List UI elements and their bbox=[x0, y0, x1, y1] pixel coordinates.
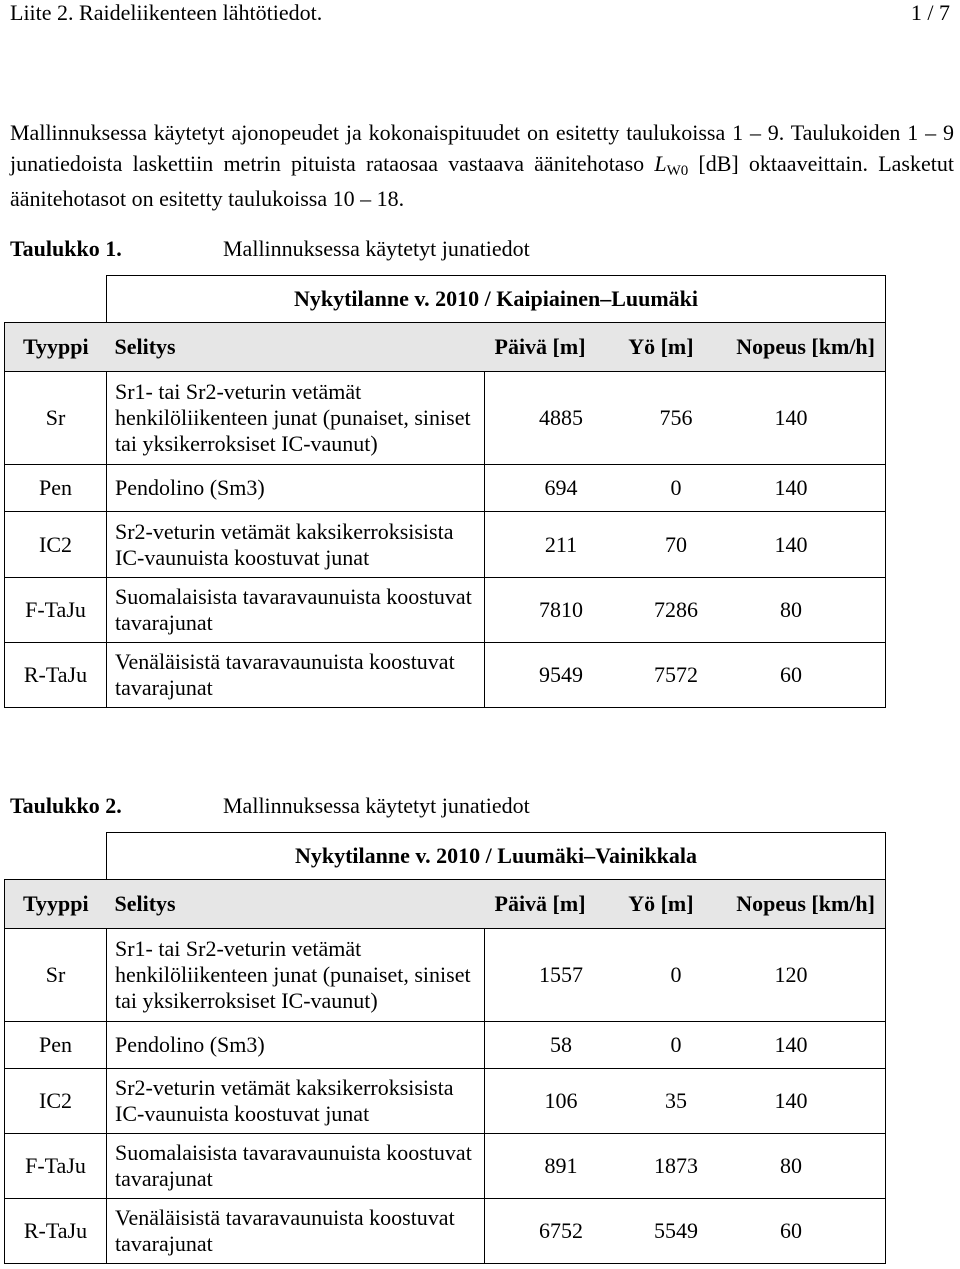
row-speed: 140 bbox=[774, 475, 808, 500]
intro-text-before: Mallinnuksessa käytetyt ajonopeudet ja kokonaispituudet on esitetty taulukoissa 1 – 9. Taulukoiden 1 – 9 junatiedoista laskettiin metrin pituista rataosaa vastaava äänitehotaso bbox=[10, 120, 954, 176]
column-header-speed: Nopeus [km/h] bbox=[736, 891, 875, 916]
row-type: Pen bbox=[5, 465, 107, 512]
row-day: 694 bbox=[544, 475, 578, 500]
row-night: 7286 bbox=[654, 597, 698, 622]
row-night: 0 bbox=[670, 475, 682, 500]
table-row bbox=[5, 643, 886, 708]
row-type: Sr bbox=[5, 929, 107, 1022]
row-speed: 140 bbox=[774, 1032, 808, 1057]
table-1-caption: Taulukko 1. bbox=[10, 236, 122, 261]
row-night: 5549 bbox=[654, 1218, 698, 1243]
column-header-night: Yö [m] bbox=[628, 891, 694, 916]
column-header-night: Yö [m] bbox=[628, 334, 694, 359]
row-type: Pen bbox=[5, 1022, 107, 1069]
table-row bbox=[5, 512, 886, 578]
row-day: 1557 bbox=[539, 962, 583, 987]
row-speed: 120 bbox=[774, 962, 808, 987]
column-header-speed: Nopeus [km/h] bbox=[736, 334, 875, 359]
intro-symbol: L bbox=[654, 151, 667, 176]
column-header-day: Päivä [m] bbox=[494, 334, 586, 359]
row-night: 35 bbox=[665, 1088, 687, 1113]
table-2 bbox=[4, 832, 886, 1264]
row-desc: Sr2-veturin vetämät kaksikerroksisista IC-vaunuista koostuvat junat bbox=[107, 1069, 485, 1134]
table-row bbox=[5, 578, 886, 643]
row-night: 0 bbox=[670, 962, 682, 987]
table-2-caption: Taulukko 2. bbox=[10, 793, 122, 818]
row-day: 6752 bbox=[539, 1218, 583, 1243]
row-day: 211 bbox=[544, 531, 578, 557]
row-speed: 80 bbox=[780, 597, 802, 622]
table-2-subtitle: Nykytilanne v. 2010 / Luumäki–Vainikkala bbox=[107, 833, 886, 880]
table-row bbox=[5, 1022, 886, 1069]
row-type: F-TaJu bbox=[5, 578, 107, 643]
table-1 bbox=[4, 275, 886, 708]
page-number: 1 / 7 bbox=[910, 0, 950, 25]
row-desc: Pendolino (Sm3) bbox=[107, 1022, 485, 1069]
table-row bbox=[5, 929, 886, 1022]
table-2-subtitle-row bbox=[5, 833, 886, 880]
row-speed: 140 bbox=[774, 1088, 808, 1113]
column-header-day: Päivä [m] bbox=[494, 891, 586, 916]
row-desc: Sr1- tai Sr2-veturin vetämät henkilöliikenteen junat (punaiset, siniset tai yksikerroksiset IC-vaunut) bbox=[107, 929, 485, 1022]
row-night: 1873 bbox=[654, 1153, 698, 1178]
row-desc: Pendolino (Sm3) bbox=[107, 465, 485, 512]
table-1-subtitle-row bbox=[5, 276, 886, 323]
row-day: 891 bbox=[544, 1153, 578, 1178]
table-1-subtitle: Nykytilanne v. 2010 / Kaipiainen–Luumäki bbox=[107, 276, 886, 323]
column-header-desc: Selitys bbox=[107, 323, 485, 372]
row-speed: 60 bbox=[780, 1218, 802, 1243]
row-day: 58 bbox=[550, 1032, 572, 1057]
row-type: IC2 bbox=[5, 1069, 107, 1134]
table-row bbox=[5, 465, 886, 512]
table-2-header-row bbox=[5, 880, 886, 929]
row-speed: 140 bbox=[774, 405, 808, 430]
row-day: 9549 bbox=[539, 662, 583, 687]
row-day: 4885 bbox=[539, 405, 583, 430]
row-type: Sr bbox=[5, 372, 107, 465]
row-night: 7572 bbox=[654, 662, 698, 687]
row-night: 70 bbox=[665, 531, 687, 557]
column-header-type: Tyyppi bbox=[5, 323, 107, 372]
document-header-title: Liite 2. Raideliikenteen lähtötiedot. bbox=[10, 0, 323, 25]
column-header-desc: Selitys bbox=[107, 880, 485, 929]
row-type: F-TaJu bbox=[5, 1134, 107, 1199]
row-speed: 140 bbox=[774, 531, 808, 557]
row-speed: 80 bbox=[780, 1153, 802, 1178]
table-1-name: Mallinnuksessa käytetyt junatiedot bbox=[223, 236, 530, 261]
row-desc: Sr1- tai Sr2-veturin vetämät henkilöliikenteen junat (punaiset, siniset tai yksikerroksiset IC-vaunut) bbox=[107, 372, 485, 465]
table-row bbox=[5, 372, 886, 465]
row-day: 106 bbox=[544, 1088, 578, 1113]
intro-text-after: [dB] oktaaveittain. Lasketut äänitehotasot on esitetty taulukoissa 10 – 18. bbox=[10, 151, 954, 211]
row-desc: Sr2-veturin vetämät kaksikerroksisista IC-vaunuista koostuvat junat bbox=[107, 512, 485, 578]
row-desc: Venäläisistä tavaravaunuista koostuvat tavarajunat bbox=[107, 1199, 485, 1264]
row-desc: Suomalaisista tavaravaunuista koostuvat tavarajunat bbox=[107, 1134, 485, 1199]
row-type: R-TaJu bbox=[5, 643, 107, 708]
table-row bbox=[5, 1199, 886, 1264]
column-header-type: Tyyppi bbox=[5, 880, 107, 929]
row-type: R-TaJu bbox=[5, 1199, 107, 1264]
row-day: 7810 bbox=[539, 597, 583, 622]
row-night: 756 bbox=[659, 405, 693, 430]
table-row bbox=[5, 1069, 886, 1134]
table-row bbox=[5, 1134, 886, 1199]
row-speed: 60 bbox=[780, 662, 802, 687]
row-desc: Venäläisistä tavaravaunuista koostuvat tavarajunat bbox=[107, 643, 485, 708]
intro-symbol-subscript: W0 bbox=[666, 163, 689, 179]
table-2-name: Mallinnuksessa käytetyt junatiedot bbox=[223, 793, 530, 818]
row-desc: Suomalaisista tavaravaunuista koostuvat tavarajunat bbox=[107, 578, 485, 643]
intro-paragraph bbox=[10, 117, 954, 214]
row-night: 0 bbox=[670, 1032, 682, 1057]
table-1-header-row bbox=[5, 323, 886, 372]
row-type: IC2 bbox=[5, 512, 107, 578]
